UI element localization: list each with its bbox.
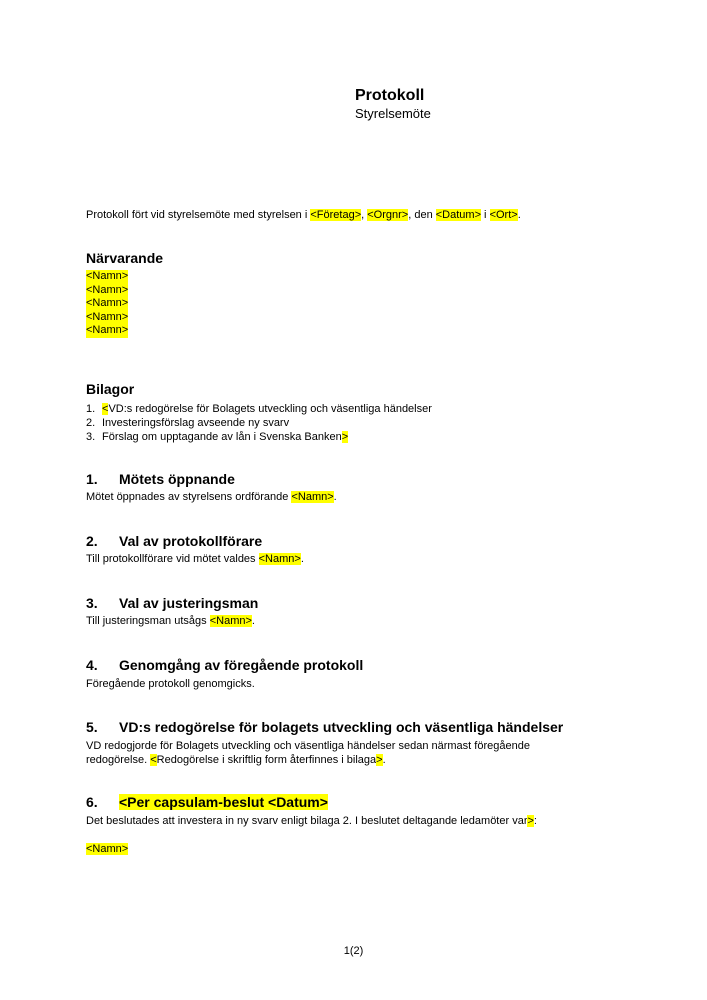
section-text-end: .: [300, 553, 304, 565]
section-text: redogörelse.: [86, 754, 151, 766]
section-title: Mötets öppnande: [119, 471, 235, 487]
section-heading: [86, 719, 563, 735]
section-text: VD redogjorde för Bolagets utveckling och väsentliga händelser sedan närmast föregående: [86, 740, 530, 752]
section-name-line: [86, 842, 128, 856]
section-number: 4.: [86, 657, 98, 673]
attachment-text: Investeringsförslag avseende ny svarv: [102, 417, 290, 429]
attachments-list: [86, 402, 432, 444]
date-placeholder: <Datum>: [268, 794, 328, 810]
section-text: Till justeringsman utsågs: [86, 615, 210, 627]
section-heading: [86, 533, 262, 549]
date-placeholder: <Datum>: [435, 209, 481, 221]
intro-separator: ,: [361, 209, 368, 221]
attachment-text: Förslag om upptagande av lån i Svenska Banken: [102, 431, 342, 443]
orgnr-placeholder: <Orgnr>: [367, 209, 409, 221]
section-number: 5.: [86, 719, 98, 735]
placeholder-bracket: >: [341, 431, 349, 443]
intro-separator: , den: [408, 209, 436, 221]
attachment-item: [86, 402, 432, 416]
placeholder-bracket: <: [102, 403, 109, 415]
section-title: Genomgång av föregående protokoll: [119, 657, 364, 673]
attendee-name: <Namn>: [86, 297, 129, 310]
attachments-heading: Bilagor: [86, 381, 135, 397]
section-text: Till protokollförare vid mötet valdes: [86, 553, 259, 565]
intro-paragraph: [86, 208, 646, 222]
section-number: 3.: [86, 595, 98, 611]
section-number: 2.: [86, 533, 98, 549]
name-placeholder: <Namn>: [209, 615, 252, 627]
section-title: VD:s redogörelse för bolagets utveckling och väsentliga händelser: [119, 719, 564, 735]
attendees-heading: Närvarande: [86, 250, 164, 266]
page-number: 1(2): [343, 945, 364, 957]
name-placeholder: <Namn>: [291, 491, 334, 503]
name-placeholder: <Namn>: [86, 843, 129, 855]
attachment-number: 2.: [86, 417, 96, 429]
section-text: Redogörelse i skriftlig form återfinnes i bilaga: [156, 754, 377, 766]
placeholder-bracket: >: [527, 815, 534, 827]
section-body: [86, 739, 606, 767]
intro-end: .: [517, 209, 521, 221]
section-heading: [86, 657, 363, 673]
attachment-item: [86, 430, 432, 444]
attendee-name: <Namn>: [86, 310, 129, 323]
section-text: Det beslutades att investera in ny svarv enligt bilaga 2. I beslutet deltagande ledamöter var: [86, 815, 528, 827]
section-body: [86, 552, 586, 566]
attachment-item: [86, 416, 432, 430]
place-placeholder: <Ort>: [489, 209, 518, 221]
page-subtitle: Styrelsemöte: [355, 106, 431, 121]
intro-separator: i: [481, 209, 490, 221]
section-body: [86, 614, 586, 628]
attendee-name: <Namn>: [86, 324, 129, 337]
company-placeholder: <Företag>: [310, 209, 362, 221]
section-title: Val av justeringsman: [119, 595, 259, 611]
section-heading: [86, 794, 328, 810]
section-heading: [86, 471, 235, 487]
section-body: [86, 490, 586, 504]
section-text-end: .: [251, 615, 255, 627]
section-heading: [86, 595, 258, 611]
placeholder-bracket: >: [376, 754, 383, 766]
section-number: 1.: [86, 471, 98, 487]
attachment-number: 3.: [86, 431, 96, 443]
section-body: [86, 814, 626, 828]
placeholder-bracket: <: [150, 754, 157, 766]
intro-prefix: Protokoll fört vid styrelsemöte med styrelsen i: [86, 209, 311, 221]
section-text-end: :: [533, 815, 537, 827]
section-text-end: .: [382, 754, 386, 766]
attachment-number: 1.: [86, 403, 96, 415]
attendees-list: [86, 270, 128, 338]
section-text-line: [86, 753, 606, 767]
attachment-text: VD:s redogörelse för Bolagets utveckling och väsentliga händelser: [108, 403, 432, 415]
section-title-placeholder: <Per capsulam-beslut: [119, 794, 269, 810]
section-number: 6.: [86, 794, 98, 810]
page-title: Protokoll: [355, 87, 425, 104]
section-body: [86, 677, 586, 691]
section-text: Mötet öppnades av styrelsens ordförande: [86, 491, 292, 503]
name-placeholder: <Namn>: [258, 553, 301, 565]
section-text-end: .: [333, 491, 337, 503]
section-title: Val av protokollförare: [119, 533, 263, 549]
section-text: Föregående protokoll genomgicks.: [86, 678, 255, 690]
attendee-name: <Namn>: [86, 283, 129, 296]
attendee-name: <Namn>: [86, 270, 129, 282]
